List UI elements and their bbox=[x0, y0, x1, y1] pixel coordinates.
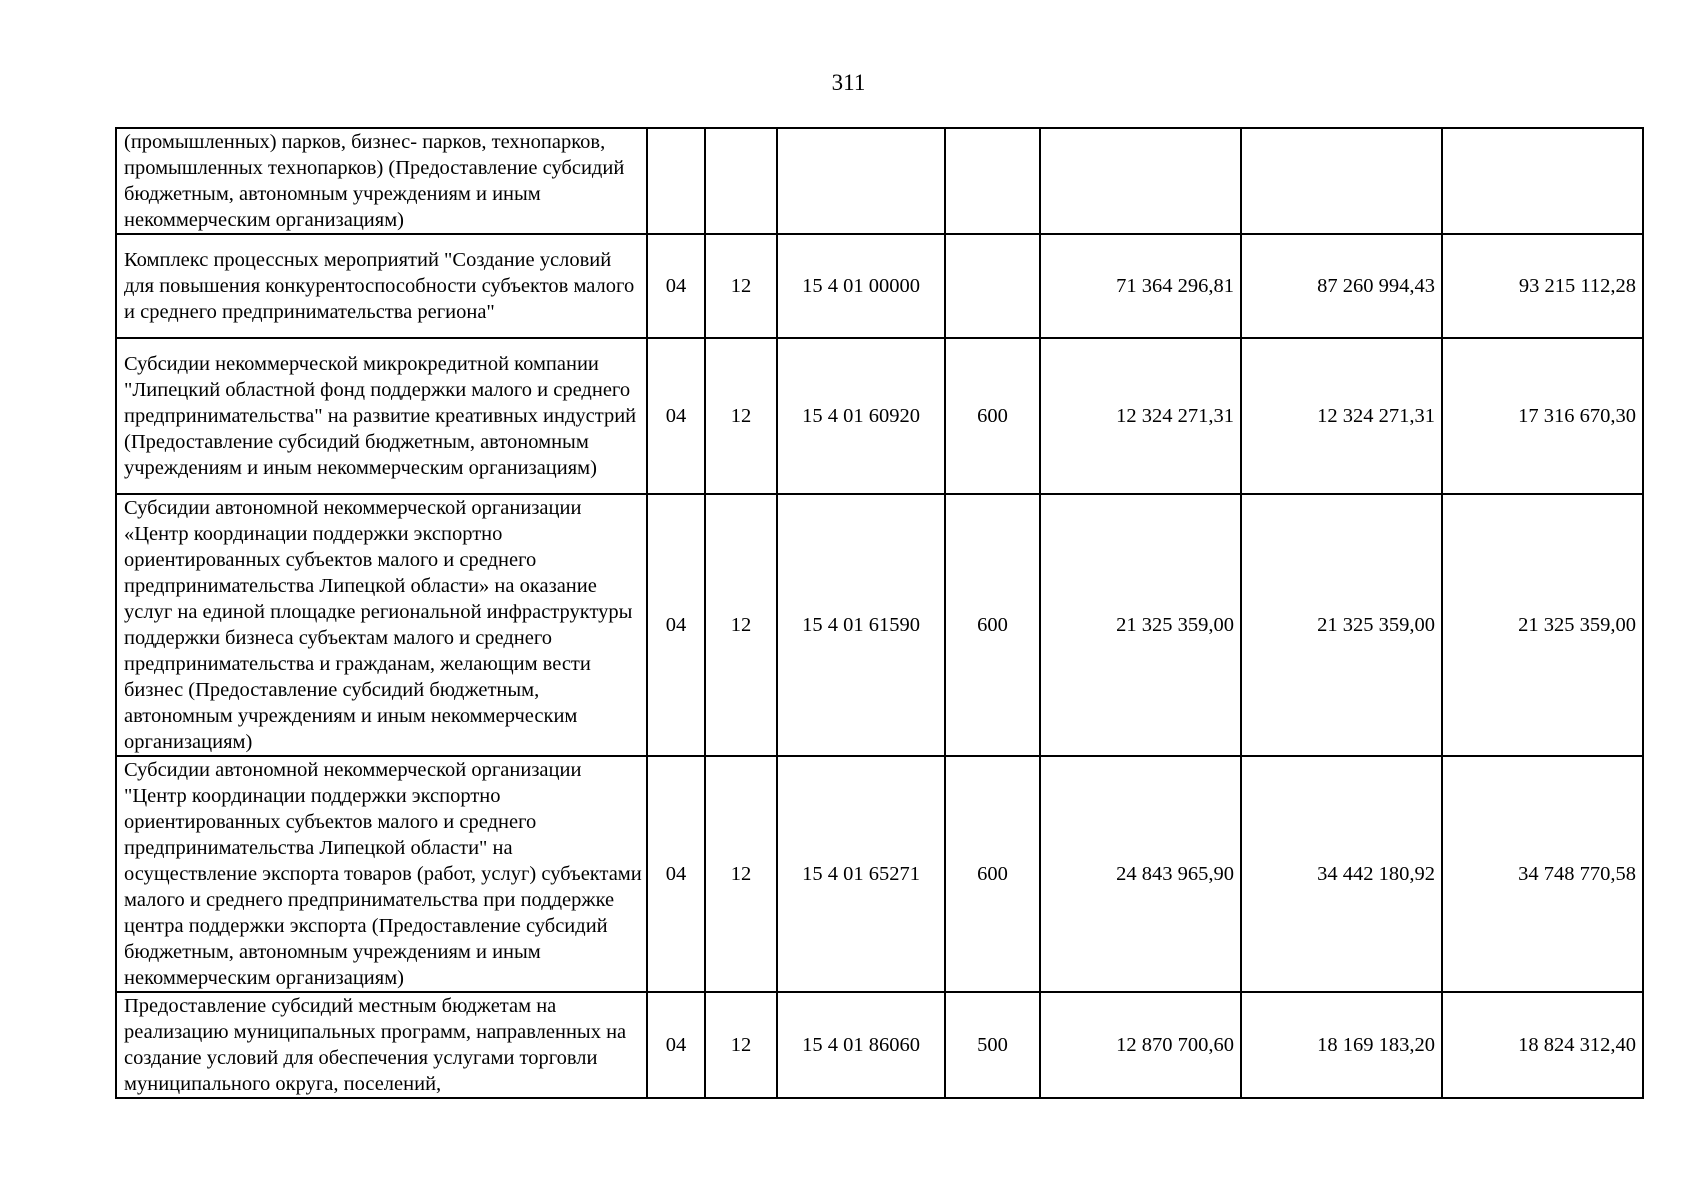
row-description: (промышленных) парков, бизнес- парков, технопарков, промышленных технопарков) (Предоставление субсидий бюджетным, автономным учреждениям и иным некоммерческим организациям) bbox=[116, 128, 647, 234]
amount-year-1-cell bbox=[1040, 128, 1241, 234]
target-article-cell bbox=[777, 128, 945, 234]
expense-type-cell bbox=[945, 128, 1040, 234]
amount-year-1-cell: 71 364 296,81 bbox=[1040, 234, 1241, 338]
podrazdel-cell: 12 bbox=[705, 494, 777, 756]
row-description: Субсидии автономной некоммерческой организации «Центр координации поддержки экспортно ориентированных субъектов малого и среднего предпринимательства Липецкой области» на оказание услуг на единой площадке региональной инфраструктуры поддержки бизнеса субъектам малого и среднего предпринимательства и гражданам, желающим вести бизнес (Предоставление субсидий бюджетным, автономным учреждениям и иным некоммерческим организациям) bbox=[116, 494, 647, 756]
table-row bbox=[116, 992, 1643, 1098]
table-row bbox=[116, 128, 1643, 234]
page-number: 311 bbox=[831, 70, 866, 95]
row-description: Субсидии автономной некоммерческой организации "Центр координации поддержки экспортно ориентированных субъектов малого и среднего предпринимательства Липецкой области" на осуществление экспорта товаров (работ, услуг) субъектами малого и среднего предпринимательства при поддержке центра поддержки экспорта (Предоставление субсидий бюджетным, автономным учреждениям и иным некоммерческим организациям) bbox=[116, 756, 647, 992]
amount-year-2-cell: 34 442 180,92 bbox=[1241, 756, 1442, 992]
target-article-cell: 15 4 01 00000 bbox=[777, 234, 945, 338]
podrazdel-cell: 12 bbox=[705, 338, 777, 494]
amount-year-1-cell: 21 325 359,00 bbox=[1040, 494, 1241, 756]
expense-type-cell: 600 bbox=[945, 338, 1040, 494]
row-description: Предоставление субсидий местным бюджетам на реализацию муниципальных программ, направленных на создание условий для обеспечения услугами торговли муниципального округа, поселений, bbox=[116, 992, 647, 1098]
row-description: Комплекс процессных мероприятий "Создание условий для повышения конкурентоспособности субъектов малого и среднего предпринимательства региона" bbox=[116, 234, 647, 338]
target-article-cell: 15 4 01 61590 bbox=[777, 494, 945, 756]
amount-year-2-cell: 21 325 359,00 bbox=[1241, 494, 1442, 756]
table-row bbox=[116, 756, 1643, 992]
amount-year-2-cell: 18 169 183,20 bbox=[1241, 992, 1442, 1098]
target-article-cell: 15 4 01 86060 bbox=[777, 992, 945, 1098]
amount-year-3-cell bbox=[1442, 128, 1643, 234]
razdel-cell: 04 bbox=[647, 338, 705, 494]
amount-year-2-cell: 87 260 994,43 bbox=[1241, 234, 1442, 338]
expense-type-cell: 500 bbox=[945, 992, 1040, 1098]
table-row bbox=[116, 338, 1643, 494]
table-row bbox=[116, 494, 1643, 756]
amount-year-3-cell: 18 824 312,40 bbox=[1442, 992, 1643, 1098]
amount-year-3-cell: 93 215 112,28 bbox=[1442, 234, 1643, 338]
expense-type-cell: 600 bbox=[945, 756, 1040, 992]
target-article-cell: 15 4 01 60920 bbox=[777, 338, 945, 494]
razdel-cell: 04 bbox=[647, 992, 705, 1098]
podrazdel-cell: 12 bbox=[705, 234, 777, 338]
razdel-cell: 04 bbox=[647, 234, 705, 338]
amount-year-3-cell: 21 325 359,00 bbox=[1442, 494, 1643, 756]
podrazdel-cell: 12 bbox=[705, 992, 777, 1098]
table-row bbox=[116, 234, 1643, 338]
row-description: Субсидии некоммерческой микрокредитной компании "Липецкий областной фонд поддержки малого и среднего предпринимательства" на развитие креативных индустрий (Предоставление субсидий бюджетным, автономным учреждениям и иным некоммерческим организациям) bbox=[116, 338, 647, 494]
amount-year-3-cell: 34 748 770,58 bbox=[1442, 756, 1643, 992]
budget-table bbox=[115, 127, 1644, 1099]
target-article-cell: 15 4 01 65271 bbox=[777, 756, 945, 992]
amount-year-1-cell: 24 843 965,90 bbox=[1040, 756, 1241, 992]
expense-type-cell: 600 bbox=[945, 494, 1040, 756]
razdel-cell: 04 bbox=[647, 756, 705, 992]
razdel-cell bbox=[647, 128, 705, 234]
amount-year-1-cell: 12 324 271,31 bbox=[1040, 338, 1241, 494]
amount-year-2-cell bbox=[1241, 128, 1442, 234]
amount-year-1-cell: 12 870 700,60 bbox=[1040, 992, 1241, 1098]
expense-type-cell bbox=[945, 234, 1040, 338]
amount-year-3-cell: 17 316 670,30 bbox=[1442, 338, 1643, 494]
amount-year-2-cell: 12 324 271,31 bbox=[1241, 338, 1442, 494]
podrazdel-cell bbox=[705, 128, 777, 234]
podrazdel-cell: 12 bbox=[705, 756, 777, 992]
razdel-cell: 04 bbox=[647, 494, 705, 756]
